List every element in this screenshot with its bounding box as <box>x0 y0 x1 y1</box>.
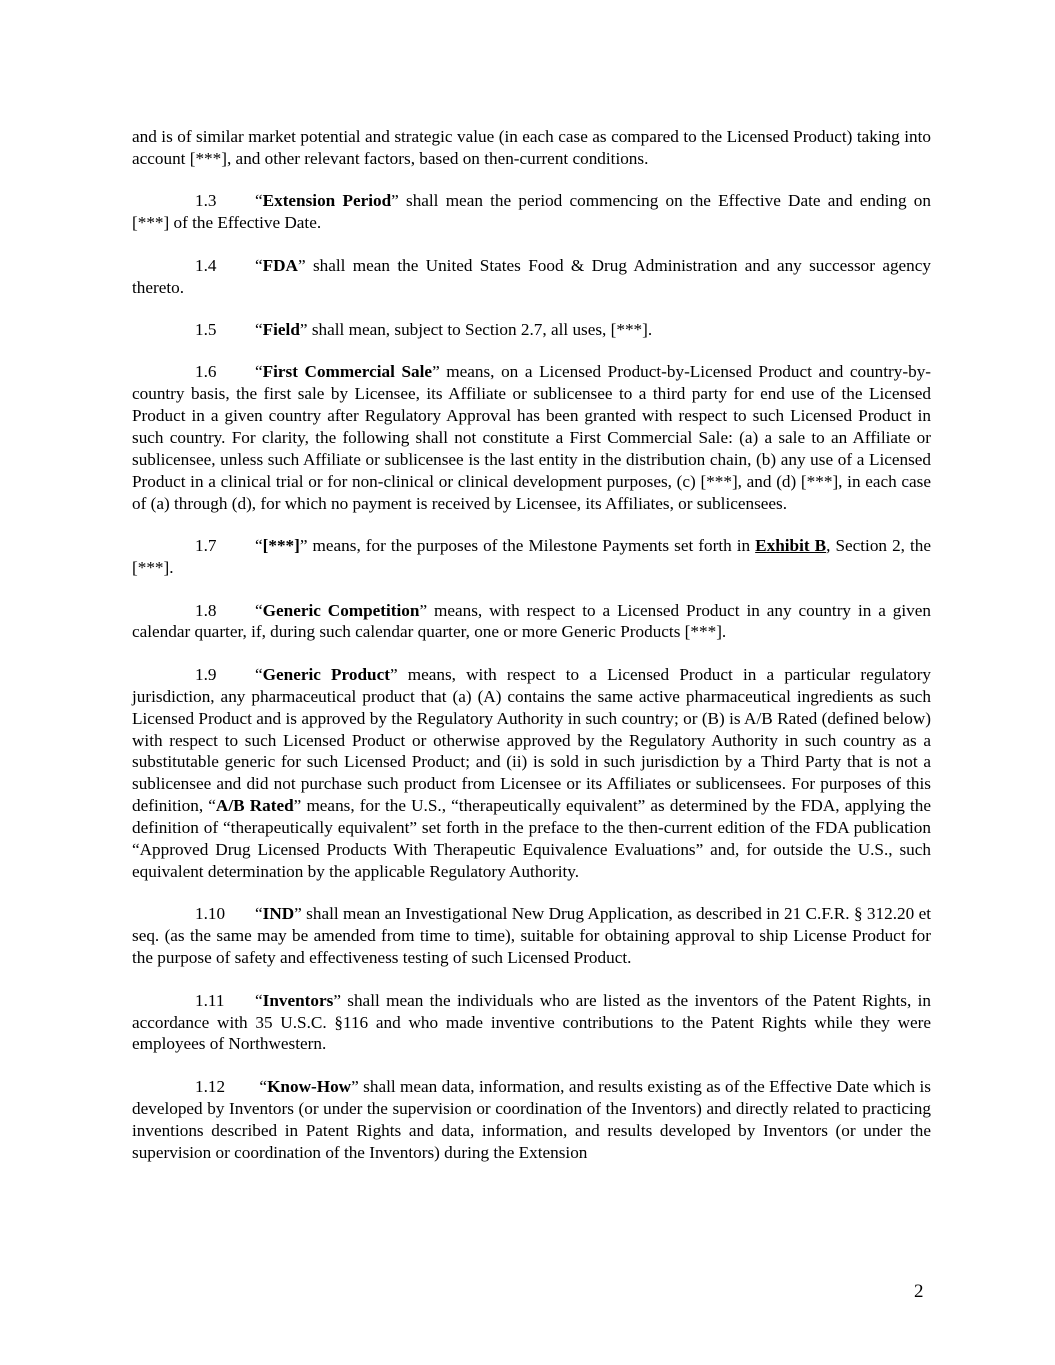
defined-term: Field <box>262 319 300 339</box>
section-number: 1.5 <box>195 319 217 339</box>
paragraph-text: and is of similar market potential and strategic value (in each case as compared to the Licensed Product) taking into account [***], and other relevant factors, based on then-current conditions. <box>132 127 931 168</box>
section-number: 1.9 <box>195 664 217 684</box>
definition-text: ” shall mean the period commencing on the Effective Date and ending on [***] of the Effective Date. <box>132 191 931 233</box>
defined-term: IND <box>262 904 295 924</box>
defined-term: [***] <box>262 536 300 556</box>
section-number: 1.8 <box>195 600 217 620</box>
defined-term: Extension Period <box>262 191 392 211</box>
definition-1-8: 1.8 “Generic Competition” means, with respect to a Licensed Product in any country in a given calendar quarter, if, during such calendar quarter, one or more Generic Products [***]. <box>132 600 931 642</box>
definition-1-9: 1.9 “Generic Product” means, with respect to a Licensed Product in a particular regulatory jurisdiction, any pharmaceutical product that (a) (A) contains the same active pharmaceutical ingredients as such Licensed Product and is approved by the Regulatory Authority in such country; or (B) is A/B Rated (defined below) with respect to such Licensed Product or otherwise approved by the Regulatory Authority in such country as a substitutable generic for such Licensed Product; and (ii) is sold in such jurisdiction by a Third Party that is not a sublicensee and did not purchase such product from Licensee or its Affiliates or sublicensees. For purposes of this definition, “A/B Rated” means, for the U.S., “therapeutically equivalent” as determined by the FDA, applying the definition of “therapeutically equivalent” set forth in the preface to the then-current edition of the FDA publication “Approved Drug Licensed Products With Therapeutic Equivalence Evaluations” and, for outside the U.S., such equivalent determination by the applicable Regulatory Authority. <box>132 664 931 881</box>
defined-term: Know-How <box>267 1076 352 1096</box>
definition-text: ” means, with respect to a Licensed Product in any country in a given calendar quarter, if, during such calendar quarter, one or more Generic Products [***]. <box>132 600 931 642</box>
defined-term: Generic Competition <box>262 600 420 620</box>
definition-1-4: 1.4 “FDA” shall mean the United States Food & Drug Administration and any successor agency thereto. <box>132 255 931 297</box>
definition-text: ” means, with respect to a Licensed Product in a particular regulatory jurisdiction, any pharmaceutical product that (a) (A) contains the same active pharmaceutical ingredients as such Licensed Product and is approved by the Regulatory Authority in such country; or (B) is A/B Rated (defined below) with respect to such Licensed Product or otherwise approved by the Regulatory Authority in such country as a substitutable generic for such Licensed Product; and (ii) is sold in such jurisdiction by a Third Party that is not a sublicensee and did not purchase such product from Licensee or its Affiliates or sublicensees. For purposes of this definition, “ <box>132 664 931 816</box>
section-number: 1.10 <box>195 904 226 924</box>
definition-text: ” shall mean, subject to Section 2.7, all uses, [***]. <box>299 319 653 339</box>
defined-term: First Commercial Sale <box>262 362 433 382</box>
definition-text: ” means, for the purposes of the Milestone Payments set forth in <box>299 536 756 556</box>
definition-1-11: 1.11 “Inventors” shall mean the individuals who are listed as the inventors of the Patent Rights, in accordance with 35 U.S.C. §116 and who made inventive contributions to the Patent Rights while they were employees of Northwestern. <box>132 990 931 1054</box>
definition-text: ” shall mean the individuals who are listed as the inventors of the Patent Rights, in accordance with 35 U.S.C. §116 and who made inventive contributions to the Patent Rights while they were employees of Northwestern. <box>132 990 931 1054</box>
section-number: 1.6 <box>195 362 217 382</box>
definition-text: ” shall mean the United States Food & Drug Administration and any successor agency thereto. <box>132 255 931 297</box>
section-number: 1.11 <box>195 990 225 1010</box>
definition-text: ” shall mean data, information, and results existing as of the Effective Date which is developed by Inventors (or under the supervision or coordination of the Inventors) and directly related to practicing inventions described in Patent Rights and data, information, and results developed by Inventors (or under the supervision or coordination of the Inventors) during the Extension <box>132 1076 932 1162</box>
definition-1-3: 1.3 “Extension Period” shall mean the period commencing on the Effective Date and ending on [***] of the Effective Date. <box>132 191 931 233</box>
definition-1-10: 1.10 “IND” shall mean an Investigational New Drug Application, as described in 21 C.F.R. § 312.20 et seq. (as the same may be amended from time to time), suitable for obtaining approval to ship License Product for the purpose of safety and effectiveness testing of such Licensed Product. <box>132 904 931 968</box>
definition-1-7: 1.7 “[***]” means, for the purposes of the Milestone Payments set forth in Exhibit B, Section 2, the [***]. <box>132 536 931 578</box>
section-number: 1.7 <box>195 536 217 556</box>
page-number: 2 <box>914 1281 924 1302</box>
exhibit-reference: Exhibit B <box>755 536 827 556</box>
defined-term: Generic Product <box>262 664 390 684</box>
defined-term-secondary: A/B Rated <box>215 796 294 816</box>
definition-text-tail: , Section 2, the [***]. <box>132 536 931 578</box>
definition-1-6: 1.6 “First Commercial Sale” means, on a Licensed Product-by-Licensed Product and country-by-country basis, the first sale by Licensee, its Affiliate or sublicensee to a third party for end use of the Licensed Product in a given country after Regulatory Approval has been granted with respect to such Licensed Product in such country. For clarity, the following shall not constitute a First Commercial Sale: (a) a sale to an Affiliate or sublicensee, unless such Affiliate or sublicensee is the last entity in the distribution chain, (b) any use of a Licensed Product in a clinical trial or for non-clinical or clinical development purposes, (c) [***], and (d) [***], in each case of (a) through (d), for which no payment is received by Licensee, its Affiliates, or sublicensees. <box>132 362 932 513</box>
section-number: 1.4 <box>195 255 217 275</box>
defined-term: Inventors <box>262 990 334 1010</box>
definition-text: ” means, on a Licensed Product-by-Licensed Product and country-by-country basis, the first sale by Licensee, its Affiliate or sublicensee to a third party for end use of the Licensed Product in a given country after Regulatory Approval has been granted with respect to such Licensed Product in such country. For clarity, the following shall not constitute a First Commercial Sale: (a) a sale to an Affiliate or sublicensee, unless such Affiliate or sublicensee is the last entity in the distribution chain, (b) any use of a Licensed Product in a clinical trial or for non-clinical or clinical development purposes, (c) [***], and (d) [***], in each case of (a) through (d), for which no payment is received by Licensee, its Affiliates, or sublicensees. <box>132 362 932 513</box>
defined-term: FDA <box>262 255 298 275</box>
section-number: 1.3 <box>195 191 217 211</box>
paragraph-continuation <box>132 126 931 170</box>
definition-1-12: 1.12 “Know-How” shall mean data, information, and results existing as of the Effective Date which is developed by Inventors (or under the supervision or coordination of the Inventors) and directly related to practicing inventions described in Patent Rights and data, information, and results developed by Inventors (or under the supervision or coordination of the Inventors) during the Extension <box>132 1076 932 1162</box>
definition-text-tail: ” means, for the U.S., “therapeutically equivalent” as determined by the FDA, applying the definition of “therapeutically equivalent” set forth in the preface to the then-current edition of the FDA publication “Approved Drug Licensed Products With Therapeutic Equivalence Evaluations” and, for outside the U.S., such equivalent determination by the applicable Regulatory Authority. <box>132 796 931 881</box>
document-body <box>132 126 931 1184</box>
section-number: 1.12 <box>195 1076 226 1096</box>
definition-1-5: 1.5 “Field” shall mean, subject to Section 2.7, all uses, [***]. <box>132 319 931 341</box>
definition-text: ” shall mean an Investigational New Drug Application, as described in 21 C.F.R. § 312.20 et seq. (as the same may be amended from time to time), suitable for obtaining approval to ship License Product for the purpose of safety and effectiveness testing of such Licensed Product. <box>132 904 931 968</box>
